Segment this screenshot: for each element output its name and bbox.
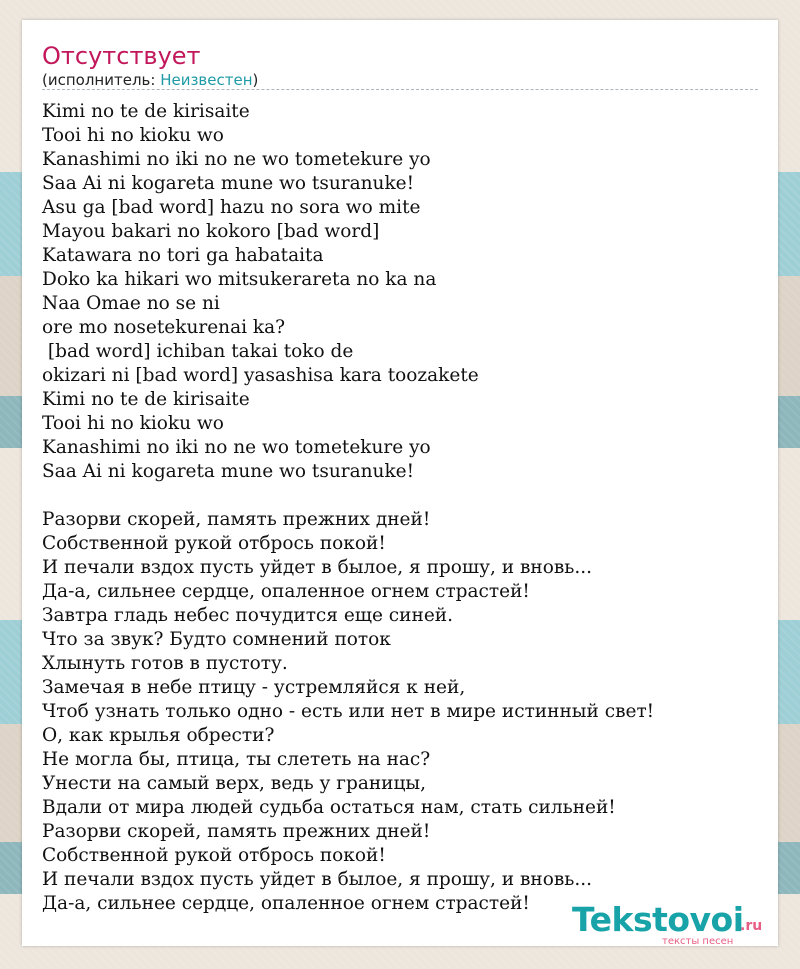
- lyrics-line: Завтра гладь небес почудится еще синей.: [42, 605, 453, 626]
- lyrics-line: Замечая в небе птицу - устремляйся к ней,: [42, 677, 466, 698]
- lyrics-line: И печали вздох пусть уйдет в былое, я прошу, и вновь...: [42, 869, 592, 890]
- lyrics-line: Унести на самый верх, ведь у границы,: [42, 773, 427, 794]
- logo-tld: .ru: [740, 918, 763, 934]
- lyrics-line: Хлынуть готов в пустоту.: [42, 653, 288, 674]
- lyrics-line: Katawara no tori ga habataita: [42, 245, 324, 266]
- title-divider: [42, 89, 758, 90]
- lyrics-line: Doko ka hikari wo mitsukerareta no ka na: [42, 269, 437, 290]
- lyrics-line: Kimi no te de kirisaite: [42, 101, 250, 122]
- artist-prefix: (исполнитель:: [42, 71, 161, 89]
- lyrics-line: Собственной рукой отбрось покой!: [42, 845, 386, 866]
- lyrics-card: [22, 20, 778, 946]
- lyrics-line: Разорви скорей, память прежних дней!: [42, 509, 431, 530]
- lyrics-line: Mayou bakari no kokoro [bad word]: [42, 221, 380, 242]
- lyrics-line: Saa Ai ni kogareta mune wo tsuranuke!: [42, 461, 415, 482]
- artist-line: [42, 71, 258, 89]
- lyrics-line: Да-а, сильнее сердце, опаленное огнем страстей!: [42, 581, 530, 602]
- lyrics-line: Kanashimi no iki no ne wo tometekure yo: [42, 437, 431, 458]
- artist-link[interactable]: Неизвестен: [160, 71, 253, 89]
- site-logo[interactable]: [572, 900, 782, 956]
- song-title: Отсутствует: [42, 42, 201, 70]
- logo-brand: Tekstovoi: [572, 900, 744, 939]
- lyrics-line: Не могла бы, птица, ты слететь на нас?: [42, 749, 431, 770]
- lyrics-line: И печали вздох пусть уйдет в былое, я прошу, и вновь...: [42, 557, 592, 578]
- lyrics-line: Разорви скорей, память прежних дней!: [42, 821, 431, 842]
- lyrics-line: Да-а, сильнее сердце, опаленное огнем страстей!: [42, 893, 530, 914]
- lyrics-text: [42, 100, 758, 916]
- lyrics-line: О, как крылья обрести?: [42, 725, 275, 746]
- lyrics-line: Kimi no te de kirisaite: [42, 389, 250, 410]
- lyrics-line: Вдали от мира людей судьба остаться нам, стать сильней!: [42, 797, 616, 818]
- lyrics-line: Что за звук? Будто сомнений поток: [42, 629, 391, 650]
- lyrics-line: Собственной рукой отбрось покой!: [42, 533, 386, 554]
- logo-tagline: тексты песен: [662, 936, 734, 947]
- lyrics-blank-line: [42, 484, 758, 508]
- lyrics-line: Tooi hi no kioku wo: [42, 125, 224, 146]
- lyrics-line: Saa Ai ni kogareta mune wo tsuranuke!: [42, 173, 415, 194]
- lyrics-line: Asu ga [bad word] hazu no sora wo mite: [42, 197, 421, 218]
- lyrics-line: okizari ni [bad word] yasashisa kara toozakete: [42, 365, 479, 386]
- artist-suffix: ): [252, 71, 259, 89]
- lyrics-line: Naa Omae no se ni: [42, 293, 220, 314]
- lyrics-line: [bad word] ichiban takai toko de: [42, 341, 354, 362]
- lyrics-line: Чтоб узнать только одно - есть или нет в мире истинный свет!: [42, 701, 655, 722]
- lyrics-line: ore mo nosetekurenai ka?: [42, 317, 286, 338]
- lyrics-line: Kanashimi no iki no ne wo tometekure yo: [42, 149, 431, 170]
- lyrics-line: Tooi hi no kioku wo: [42, 413, 224, 434]
